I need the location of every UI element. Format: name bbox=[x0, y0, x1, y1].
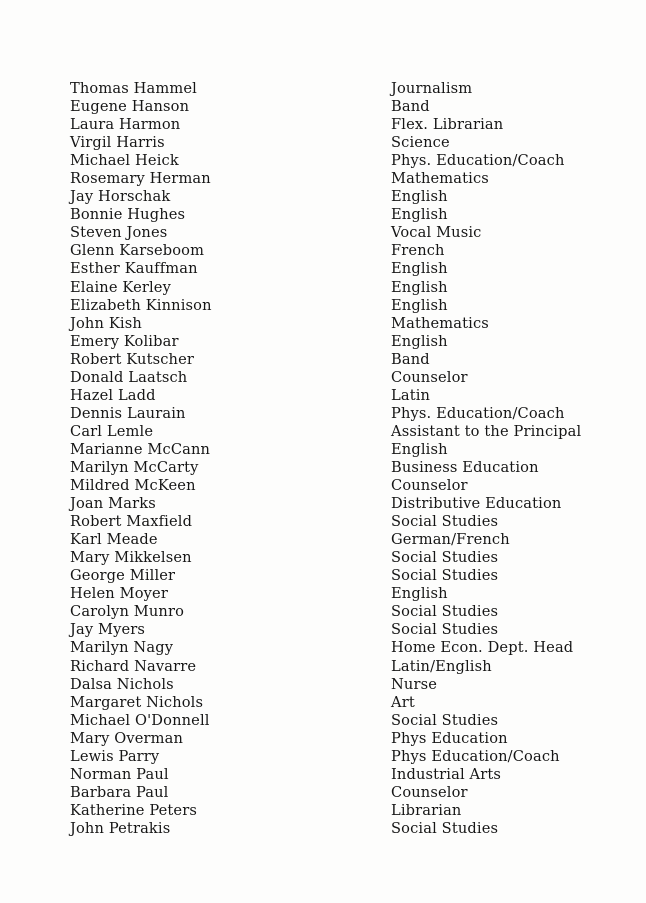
staff-subject: Social Studies bbox=[391, 567, 499, 585]
staff-name: Emery Kolibar bbox=[70, 332, 179, 350]
staff-subject: English bbox=[391, 278, 448, 296]
staff-name: Barbara Paul bbox=[70, 783, 169, 801]
staff-subject: Phys Education/Coach bbox=[391, 747, 560, 765]
staff-name: George Miller bbox=[70, 567, 176, 585]
staff-subject: Assistant to the Principal bbox=[391, 422, 582, 440]
staff-name: Thomas Hammel bbox=[70, 80, 197, 97]
staff-name: Glenn Karseboom bbox=[70, 242, 205, 260]
staff-subject: Nurse bbox=[391, 675, 438, 693]
staff-name: Michael Heick bbox=[70, 152, 179, 170]
staff-subject: Social Studies bbox=[391, 603, 499, 621]
staff-name: John Petrakis bbox=[70, 819, 171, 837]
staff-name: Dalsa Nichols bbox=[70, 675, 174, 693]
staff-subject: English bbox=[391, 260, 448, 278]
staff-name: Jay Myers bbox=[70, 621, 146, 639]
staff-subject: Mathematics bbox=[391, 170, 489, 188]
staff-subject: Industrial Arts bbox=[391, 765, 502, 783]
staff-subject-column bbox=[391, 80, 641, 838]
staff-name: Steven Jones bbox=[70, 224, 168, 242]
staff-name: Mary Overman bbox=[70, 729, 184, 747]
staff-subject: Vocal Music bbox=[391, 224, 482, 242]
staff-name: Michael O'Donnell bbox=[70, 711, 210, 729]
staff-subject: Art bbox=[391, 693, 415, 711]
staff-subject: Counselor bbox=[391, 368, 468, 386]
staff-subject: Counselor bbox=[391, 783, 468, 801]
staff-name: Mildred McKeen bbox=[70, 477, 196, 495]
staff-name: John Kish bbox=[70, 314, 142, 332]
staff-name: Karl Meade bbox=[70, 531, 158, 549]
staff-name: Margaret Nichols bbox=[70, 693, 204, 711]
staff-subject: Phys. Education/Coach bbox=[391, 404, 565, 422]
staff-subject: Latin bbox=[391, 386, 431, 404]
staff-name: Virgil Harris bbox=[70, 134, 165, 152]
staff-subject: Social Studies bbox=[391, 621, 499, 639]
staff-name: Eugene Hanson bbox=[70, 98, 190, 116]
staff-subject: Science bbox=[391, 134, 450, 152]
staff-name: Robert Maxfield bbox=[70, 513, 193, 531]
staff-name: Carolyn Munro bbox=[70, 603, 185, 621]
staff-name: Robert Kutscher bbox=[70, 350, 195, 368]
staff-subject: Social Studies bbox=[391, 513, 499, 531]
staff-subject: Social Studies bbox=[391, 711, 499, 729]
staff-subject: Phys. Education/Coach bbox=[391, 152, 565, 170]
staff-subject: Flex. Librarian bbox=[391, 116, 504, 134]
staff-subject: English bbox=[391, 585, 448, 603]
staff-name: Joan Marks bbox=[70, 495, 156, 513]
staff-subject: Distributive Education bbox=[391, 495, 562, 513]
staff-name-column bbox=[70, 80, 370, 838]
staff-subject: Mathematics bbox=[391, 314, 489, 332]
staff-subject: Business Education bbox=[391, 458, 539, 476]
staff-name: Dennis Laurain bbox=[70, 404, 186, 422]
staff-name: Marilyn McCarty bbox=[70, 458, 199, 476]
staff-name: Laura Harmon bbox=[70, 116, 181, 134]
staff-subject: Counselor bbox=[391, 477, 468, 495]
staff-subject: Home Econ. Dept. Head bbox=[391, 639, 574, 657]
staff-name: Hazel Ladd bbox=[70, 386, 156, 404]
staff-subject: Librarian bbox=[391, 801, 462, 819]
staff-subject: Band bbox=[391, 98, 430, 116]
staff-subject: German/French bbox=[391, 531, 510, 549]
staff-subject: Latin/English bbox=[391, 657, 492, 675]
staff-subject: Social Studies bbox=[391, 819, 499, 837]
staff-name: Marilyn Nagy bbox=[70, 639, 174, 657]
staff-name: Lewis Parry bbox=[70, 747, 160, 765]
staff-name: Donald Laatsch bbox=[70, 368, 188, 386]
staff-name: Richard Navarre bbox=[70, 657, 197, 675]
staff-name: Elizabeth Kinnison bbox=[70, 296, 212, 314]
staff-subject: English bbox=[391, 296, 448, 314]
staff-subject: French bbox=[391, 242, 445, 260]
staff-name: Mary Mikkelsen bbox=[70, 549, 192, 567]
staff-name: Katherine Peters bbox=[70, 801, 197, 819]
staff-name: Helen Moyer bbox=[70, 585, 168, 603]
staff-subject: Band bbox=[391, 350, 430, 368]
staff-name: Elaine Kerley bbox=[70, 278, 171, 296]
staff-subject: Journalism bbox=[391, 80, 473, 97]
staff-subject: English bbox=[391, 332, 448, 350]
staff-name: Rosemary Herman bbox=[70, 170, 211, 188]
staff-name: Esther Kauffman bbox=[70, 260, 198, 278]
staff-name: Jay Horschak bbox=[70, 188, 171, 206]
staff-name: Carl Lemle bbox=[70, 422, 154, 440]
staff-subject: Social Studies bbox=[391, 549, 499, 567]
staff-subject: English bbox=[391, 206, 448, 224]
staff-name: Norman Paul bbox=[70, 765, 169, 783]
staff-name: Bonnie Hughes bbox=[70, 206, 186, 224]
staff-subject: Phys Education bbox=[391, 729, 508, 747]
staff-subject: English bbox=[391, 440, 448, 458]
staff-name: Marianne McCann bbox=[70, 440, 211, 458]
staff-subject: English bbox=[391, 188, 448, 206]
